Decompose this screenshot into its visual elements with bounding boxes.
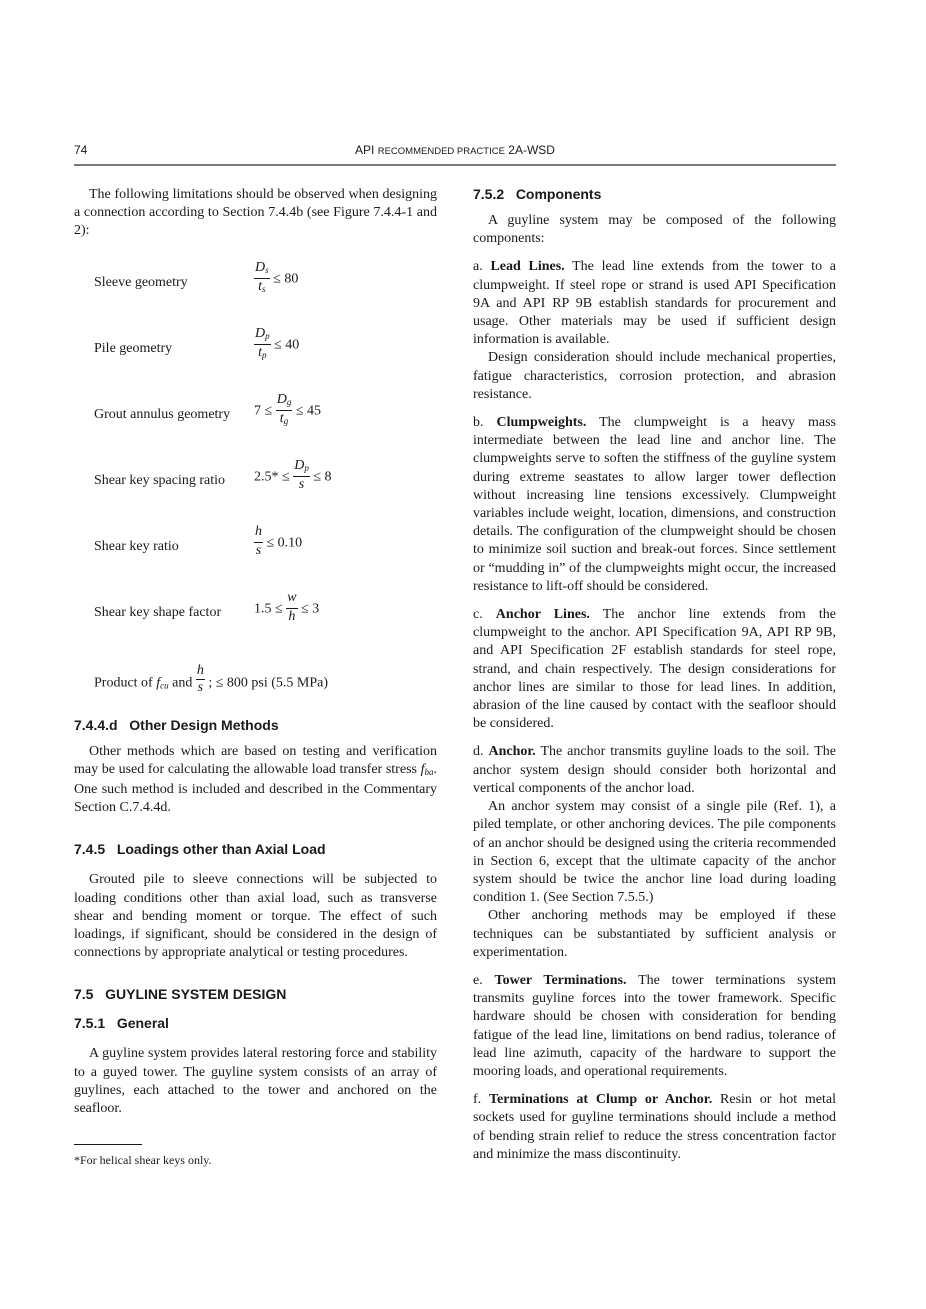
item-letter: f. — [473, 1092, 489, 1108]
numerator-subscript: p — [304, 462, 309, 473]
section-7-4-4-d — [74, 717, 437, 818]
product-limitation — [74, 657, 437, 717]
limitation-expression — [254, 261, 298, 298]
body-text-a: Other methods which are based on testing and verification may be used for calculating the allowable load transfer stress — [74, 743, 437, 777]
numerator: h — [196, 662, 204, 678]
limitation-expression — [254, 525, 302, 562]
fraction — [293, 458, 310, 495]
component-paragraph — [473, 606, 836, 733]
item-title: Terminations at Clump or Anchor. — [488, 1092, 713, 1108]
item-title: Anchor. — [488, 744, 536, 760]
denominator-subscript: s — [262, 283, 266, 294]
denominator-subscript: p — [262, 349, 267, 360]
section-7-4-5 — [74, 841, 437, 962]
fraction — [276, 392, 293, 429]
item-body: Resin or hot metal sockets used for guyline terminations should include a method of bending strain relief to reduce the stress concentration factor and minimize the mass discontinuity. — [473, 1092, 837, 1162]
f-symbol: f — [420, 761, 425, 777]
numerator-subscript: g — [286, 396, 292, 407]
numerator-subscript: p — [265, 330, 270, 341]
limitation-expression — [254, 393, 321, 430]
limitations-list — [74, 261, 437, 717]
limitation-label: Pile geometry — [94, 340, 173, 356]
denominator: t — [279, 410, 284, 426]
running-title-smallcaps: RECOMMENDED PRACTICE — [377, 146, 505, 157]
item-letter: c. — [473, 607, 496, 623]
section-7-5 — [74, 986, 437, 1002]
denominator-subscript: g — [283, 415, 289, 426]
section-heading — [74, 986, 437, 1002]
section-number: 7.4.5 — [74, 841, 106, 858]
numerator: w — [287, 589, 297, 605]
item-body: The anchor transmits guyline loads to the soil. The anchor system design should consider both horizontal and vertical components of the anchor load. — [473, 744, 837, 796]
running-header — [74, 143, 836, 163]
denominator: s — [255, 542, 262, 558]
limitation-expression — [254, 327, 299, 364]
numerator-subscript: s — [265, 264, 269, 275]
expr-suffix: ≤ 8 — [309, 469, 332, 485]
component-item-b — [473, 414, 836, 596]
item-letter: d. — [473, 744, 489, 760]
item-body: The anchor line extends from the clumpweight to the anchor. API Specification 9A, API RP 9B, and API Specification 2F establish standards for steel rope, strand, and chain respectively. The design considerations for anchor lines are similar to those for lead lines. In addition, abrasion of the line caused by contact with the seafloor should be considered. — [473, 607, 836, 732]
right-column — [473, 186, 836, 1164]
left-column — [74, 186, 437, 1118]
running-title-suffix: 2A-WSD — [504, 143, 555, 157]
limitation-row — [74, 525, 437, 591]
limitation-row — [74, 393, 437, 459]
product-text-b: and — [168, 675, 196, 691]
expr-prefix: 2.5* ≤ — [254, 469, 294, 485]
denominator: s — [298, 476, 305, 492]
page-number: 74 — [74, 143, 88, 157]
product-expression — [94, 662, 329, 700]
component-paragraph — [473, 1091, 836, 1164]
item-body: The tower terminations system transmits guyline forces into the tower framework. Specific hardware should be chosen with consideration for bending fatigue of the lead line, limitations on bend radius, tolerance of lead line azimuth, capacity of the hardware to support the mooring loads, and operational requirements. — [473, 972, 837, 1079]
expr-prefix: 7 ≤ — [254, 403, 276, 419]
component-extra-paragraph: Design consideration should include mechanical properties, fatigue characteristics, corrosion protection, and abrasion resistance. — [473, 350, 836, 402]
numerator: D — [294, 457, 305, 473]
section-title: Other Design Methods — [129, 716, 279, 733]
section-heading — [74, 841, 437, 857]
component-paragraph — [473, 972, 836, 1081]
section-title: Loadings other than Axial Load — [116, 841, 326, 858]
expr-suffix: ≤ 80 — [269, 271, 299, 287]
numerator: D — [276, 391, 287, 407]
expr-suffix: ≤ 0.10 — [263, 535, 303, 551]
intro-paragraph: The following limitations should be observed when designing a connection according to Section 7.4.4b (see Figure 7.4.4-1 and 2): — [74, 187, 437, 239]
limitation-expression — [254, 591, 319, 628]
item-title: Clumpweights. — [496, 415, 587, 431]
component-item-c — [473, 606, 836, 733]
limitation-label: Sleeve geometry — [94, 274, 188, 290]
section-number: 7.4.4.d — [74, 716, 118, 733]
numerator: D — [255, 259, 266, 275]
section-7-5-1 — [74, 1015, 437, 1118]
limitation-label: Shear key spacing ratio — [94, 472, 226, 488]
denominator: s — [197, 679, 204, 695]
section-title: GUYLINE SYSTEM DESIGN — [105, 986, 287, 1003]
limitation-row — [74, 459, 437, 525]
item-letter: e. — [473, 972, 495, 988]
section-heading — [74, 717, 437, 733]
body-text-b: . One such method is included and described in the Commentary Section C.7.4.4d. — [74, 761, 437, 816]
component-paragraph — [473, 414, 836, 596]
section-heading — [74, 1015, 437, 1031]
f-subscript: ba — [424, 766, 434, 777]
section-number: 7.5 — [74, 986, 94, 1003]
fraction — [196, 663, 205, 696]
expr-suffix: ≤ 40 — [270, 337, 300, 353]
expr-suffix: ≤ 3 — [297, 601, 320, 617]
item-letter: b. — [473, 415, 497, 431]
product-text-a: Product of — [94, 675, 157, 691]
footnote-rule — [74, 1144, 142, 1145]
limitation-label: Grout annulus geometry — [94, 406, 231, 422]
product-f-subscript: cu — [160, 680, 169, 691]
limitation-label: Shear key shape factor — [94, 604, 222, 620]
denominator: t — [258, 278, 262, 294]
numerator: h — [255, 523, 262, 539]
running-title-prefix: API — [355, 143, 378, 157]
limitation-label: Shear key ratio — [94, 538, 179, 554]
component-item-a — [473, 258, 836, 404]
section-intro: A guyline system may be composed of the following components: — [473, 213, 836, 247]
item-letter: a. — [473, 259, 491, 275]
product-text-c: ; ≤ 800 psi (5.5 MPa) — [204, 675, 329, 691]
item-body: The lead line extends from the tower to a clumpweight. If steel rope or strand is used API Specification 9A and API RP 9B establish standards for procurement and usage. Other materials may be used if sufficient design information is available. — [473, 259, 837, 348]
item-title: Tower Terminations. — [494, 972, 627, 988]
header-rule — [74, 164, 836, 166]
footnote: *For helical shear keys only. — [74, 1153, 212, 1167]
limitation-row — [74, 327, 437, 393]
item-body: The clumpweight is a heavy mass intermediate between the lead line and anchor line. The clumpweights serve to soften the stiffness of the guyline system during extreme seastates to allow larger tower deflection without increasing line tensions excessively. Clumpweight variables include weight, location, dimensions, and construction details. The configuration of the clumpweight should be chosen to minimize soil suction and break-out forces. Since settlement or “mudding in” of the clumpweights might occur, the increased resistance to lift-off should be considered. — [473, 415, 837, 594]
component-item-e — [473, 972, 836, 1081]
component-extra-paragraph: Other anchoring methods may be employed if these techniques can be substantiated by sufficient analysis or experimentation. — [473, 908, 836, 960]
fraction — [286, 590, 297, 627]
limitation-expression — [254, 459, 332, 496]
fraction — [254, 260, 270, 297]
limitation-row — [74, 591, 437, 657]
fraction — [254, 524, 263, 561]
section-number: 7.5.1 — [74, 1015, 106, 1032]
numerator: D — [255, 325, 266, 341]
section-heading — [473, 186, 836, 202]
component-paragraph — [473, 743, 836, 798]
section-title: General — [116, 1015, 169, 1032]
component-item-d — [473, 743, 836, 961]
item-title: Lead Lines. — [490, 259, 565, 275]
running-title — [74, 143, 836, 157]
item-title: Anchor Lines. — [495, 607, 590, 623]
expr-prefix: 1.5 ≤ — [254, 601, 287, 617]
section-number: 7.5.2 — [473, 186, 505, 202]
section-title: Components — [515, 186, 602, 202]
product-f: f — [156, 675, 161, 691]
denominator: h — [288, 608, 296, 624]
denominator: t — [258, 344, 262, 360]
component-item-f — [473, 1091, 836, 1164]
section-body: Grouted pile to sleeve connections will be subjected to loading conditions other than axial load, such as transverse shear and bending moment or torque. The effect of such loadings, if significant, should be considered in the design of connections by appropriate analytical or testing procedures. — [74, 872, 437, 961]
component-extra-paragraph: An anchor system may consist of a single pile (Ref. 1), a piled template, or other anchoring devices. The pile components of an anchor should be designed using the criteria recommended in Section 6, except that the ultimate capacity of the anchor system should be twice the anchor line load during loading condition 1. (See Section 7.5.5.) — [473, 799, 836, 906]
component-paragraph — [473, 258, 836, 349]
limitation-row — [74, 261, 437, 327]
expr-suffix: ≤ 45 — [292, 403, 321, 419]
fraction — [254, 326, 271, 363]
section-body: A guyline system provides lateral restoring force and stability to a guyed tower. The guyline system consists of an array of guylines, each attached to the tower and anchored on the seafloor. — [74, 1046, 437, 1117]
section-body — [74, 743, 437, 818]
